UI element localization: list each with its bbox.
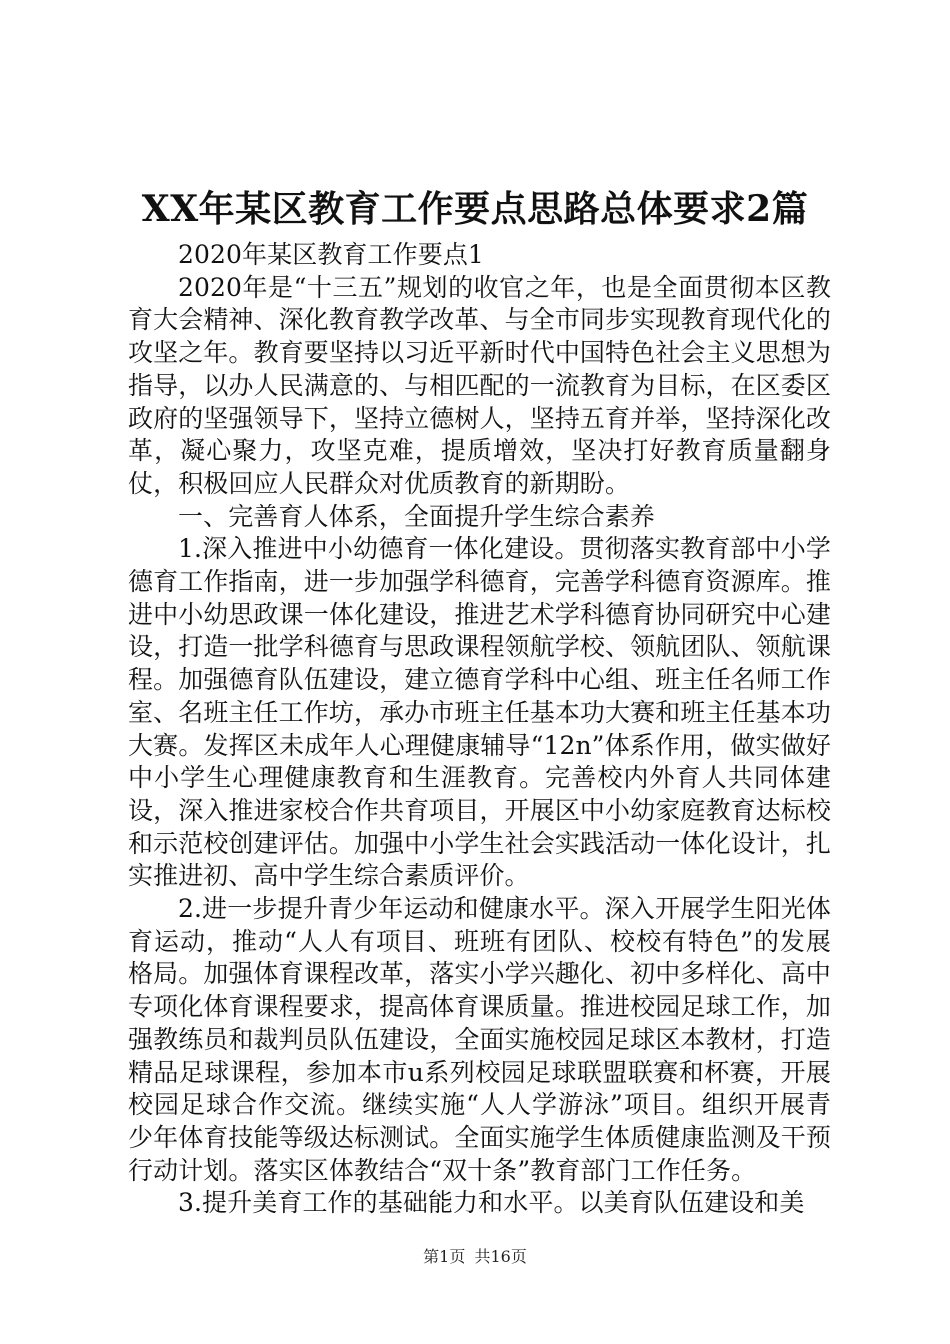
page-total: 共16页	[474, 1247, 527, 1266]
document-body	[128, 239, 831, 1220]
paragraph-item-3: 3.提升美育工作的基础能力和水平。以美育队伍建设和美	[178, 1188, 805, 1218]
section-heading: 2020年某区教育工作要点1	[178, 240, 484, 269]
paragraph-item-2: 2.进一步提升青少年运动和健康水平。深入开展学生阳光体育运动，推动“人人有项目、班班有团队、校校有特色”的发展格局。加强体育课程改革，落实小学兴趣化、初中多样化、高中专项化体育课程要求，提高体育课质量。推进校园足球工作，加强教练员和裁判员队伍建设，全面实施校园足球区本教材，打造精品足球课程，参加本市u系列校园足球联盟联赛和杯赛，开展校园足球合作交流。继续实施“人人学游泳”项目。组织开展青少年体育技能等级达标测试。全面实施学生体质健康监测及干预行动计划。落实区体教结合“双十条”教育部门工作任务。	[128, 894, 831, 1185]
page-footer	[0, 1246, 950, 1268]
document-title: XX年某区教育工作要点思路总体要求2篇	[141, 188, 809, 230]
paragraph-intro: 2020年是“十三五”规划的收官之年，也是全面贯彻本区教育大会精神、深化教育教学改革、与全市同步实现教育现代化的攻坚之年。教育要坚持以习近平新时代中国特色社会主义思想为指导，以办人民满意的、与相匹配的一流教育为目标，在区委区政府的坚强领导下，坚持立德树人，坚持五育并举，坚持深化改革，凝心聚力，攻坚克难，提质增效，坚决打好教育质量翻身仗，积极回应人民群众对优质教育的新期盼。	[128, 272, 831, 498]
section-heading-1: 一、完善育人体系，全面提升学生综合素养	[178, 501, 655, 531]
page-number: 第1页	[423, 1247, 466, 1266]
paragraph-item-1: 1.深入推进中小幼德育一体化建设。贯彻落实教育部中小学德育工作指南，进一步加强学科德育，完善学科德育资源库。推进中小幼思政课一体化建设，推进艺术学科德育协同研究中心建设，打造一批学科德育与思政课程领航学校、领航团队、领航课程。加强德育队伍建设，建立德育学科中心组、班主任名师工作室、名班主任工作坊，承办市班主任基本功大赛和班主任基本功大赛。发挥区未成年人心理健康辅导“12n”体系作用，做实做好中小学生心理健康教育和生涯教育。完善校内外育人共同体建设，深入推进家校合作共育项目，开展区中小幼家庭教育达标校和示范校创建评估。加强中小学生社会实践活动一体化设计，扎实推进初、高中学生综合素质评价。	[128, 534, 831, 891]
